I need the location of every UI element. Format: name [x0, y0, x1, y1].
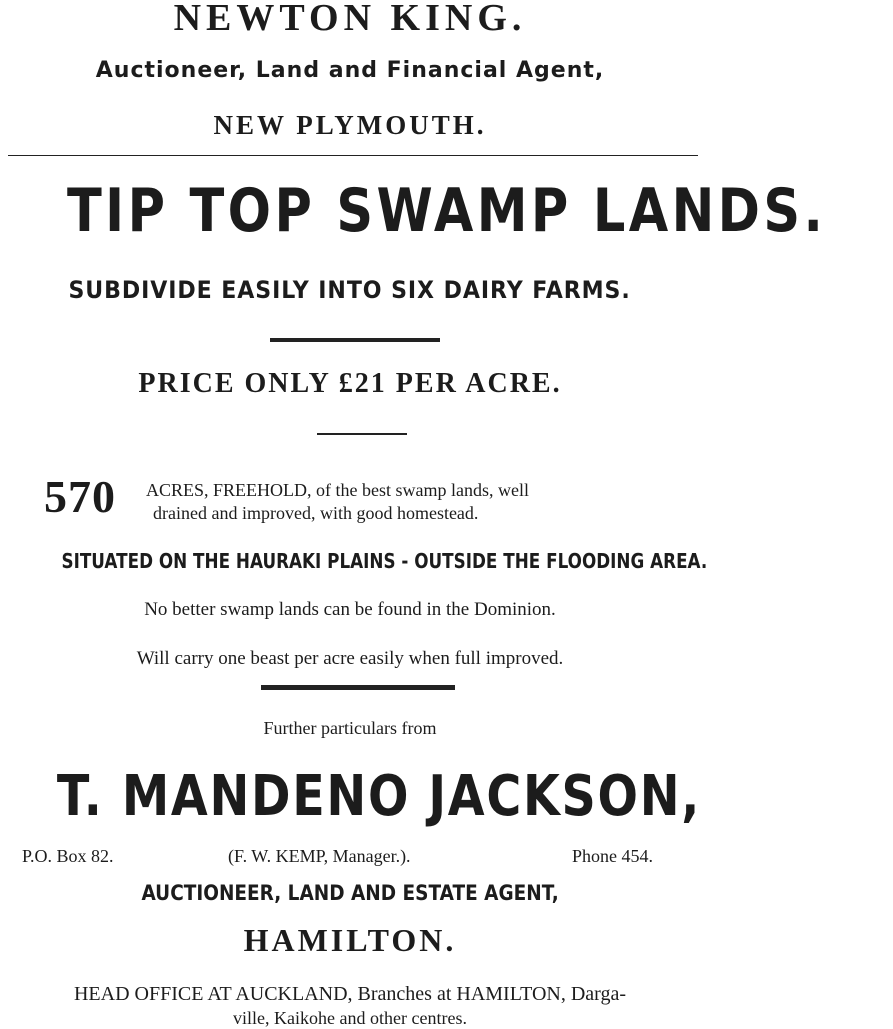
po-box: P.O. Box 82. [22, 846, 114, 866]
acreage-number: 570 [44, 471, 116, 522]
decorative-rule-3 [261, 685, 455, 690]
firm-location: NEW PLYMOUTH. [213, 110, 487, 140]
decorative-rule-1 [270, 338, 440, 342]
acreage-description-1: ACRES, FREEHOLD, of the best swamp lands, well [146, 480, 529, 500]
decorative-rule-2 [317, 433, 407, 435]
firm-description: Auctioneer, Land and Financial Agent, [95, 58, 605, 83]
contact-intro: Further particulars from [263, 718, 437, 738]
firm-name: NEWTON KING. [173, 0, 527, 39]
offices-line-1: HEAD OFFICE AT AUCKLAND, Branches at HAMILTON, Darga- [73, 983, 626, 1005]
manager: (F. W. KEMP, Manager.). [228, 846, 411, 866]
price-line: PRICE ONLY £21 PER ACRE. [138, 368, 562, 399]
header-divider [8, 155, 698, 156]
headline-title: TIP TOP SWAMP LANDS. [66, 176, 827, 246]
offices-line-2: ville, Kaikohe and other centres. [233, 1008, 467, 1028]
claim-2: Will carry one beast per acre easily when full improved. [136, 648, 564, 669]
agent-role: AUCTIONEER, LAND AND ESTATE AGENT, [141, 881, 559, 905]
headline-subtitle: SUBDIVIDE EASILY INTO SIX DAIRY FARMS. [68, 276, 632, 304]
claim-1: No better swamp lands can be found in the Dominion. [144, 599, 556, 620]
phone: Phone 454. [572, 846, 653, 866]
acreage-description-2: drained and improved, with good homestead. [153, 503, 479, 523]
agent-name: T. MANDENO JACKSON, [56, 764, 702, 829]
agent-city: HAMILTON. [243, 922, 457, 958]
location-line: SITUATED ON THE HAURAKI PLAINS - OUTSIDE THE FLOODING AREA. [61, 549, 708, 573]
